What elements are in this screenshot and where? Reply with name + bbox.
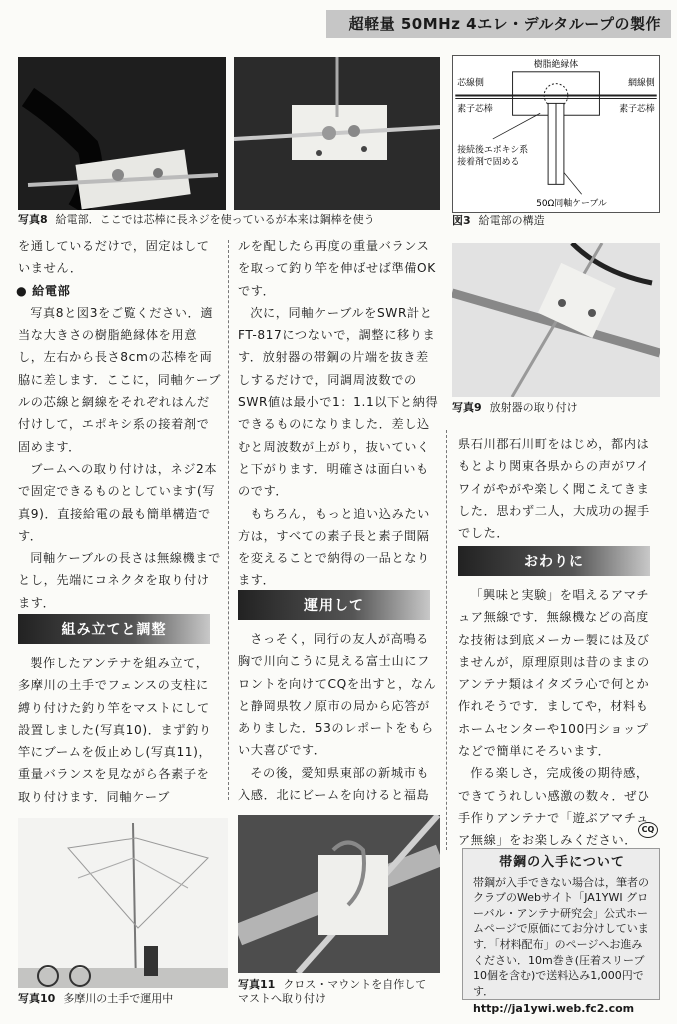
photo9 (452, 243, 660, 397)
col2-p2: 次に，同軸ケーブルをSWR計とFT-817につないで，調整に移ります．放射器の帯鋼の片端を抜き差しするだけで，同調周波数でのSWR値は最小で1：1.1以下と納得できるものになりました．差し込むと周波数が上がり，抜いていくと下がります．明確さは面白いものです． (238, 305, 439, 499)
col3-p2: 「興味と実験」を唱えるアマチュア無線です．無線機などの高度な技術は到底メーカー製には及びませんが，原理原則は昔のままのアンテナ類はイタズラ心で何とか作れそうです．ましてや，材料もホームセンターや100円ショップなどで簡単にそろいます． (458, 588, 650, 759)
col3-p1: 県石川郡石川町をはじめ，都内はもとより関東各県からの声がワイワイがやがや楽しく聞こえてきました．思わず二人，大成功の握手でした． (458, 437, 650, 541)
col2-p4: さっそく，同行の友人が高鳴る胸で川向こうに見える富士山にフロントを向けてCQを出すと，なんと静岡県牧ノ原市の局から応答がありました．53のレポートをもらい大喜びです． (238, 632, 437, 758)
fig3-note-1: 接続後エポキシ系 (457, 145, 529, 156)
section-operation-title: 運用して (304, 598, 364, 614)
photo8-caption (18, 213, 375, 227)
col1-p4: 同軸ケーブルの長さは無線機までとし，先端にコネクタを取り付けます． (18, 551, 221, 610)
photo9-caption-text: 放射器の取り付け (489, 401, 578, 414)
photo9-caption (452, 401, 578, 415)
photo11-label: 写真11 (238, 978, 276, 991)
photo11-caption (238, 978, 426, 992)
info-box-title: 帯鋼の入手について (499, 855, 625, 870)
col3-p3: 作る楽しさ，完成後の期待感，できてうれしい感激の数々．ぜひ手作りアンテナで「遊ぶアマチュア無線」をお楽しみください． (458, 766, 650, 848)
fig3-element-right: 素子芯棒 (619, 104, 655, 115)
col1-p3: ブームへの取り付けは，ネジ2本で固定できるものとしています(写真9)．直接給電の最も簡単構造です． (18, 461, 218, 543)
col1-p2: 写真8と図3をご覧ください．適当な大きさの樹脂絶縁体を用意し，左右から長さ8cmの芯棒を両脇に差します．ここに，同軸ケーブルの芯線と網線をそれぞれはんだ付けして，エポキシ系の接着剤で固めます． (18, 305, 222, 454)
fig3-left-side: 芯線側 (457, 78, 484, 89)
photo9-label: 写真9 (452, 401, 482, 414)
column-3 (458, 433, 661, 544)
section-operation (238, 590, 430, 620)
column-1-lower (18, 652, 221, 808)
fig3-coax: 50Ω同軸ケーブル (536, 199, 607, 210)
photo8-caption-text: 給電部．ここでは芯棒に長ネジを使っているが本来は鋼棒を使う (55, 213, 375, 226)
fig3-label: 図3 (452, 214, 471, 227)
info-box-url: http://ja1ywi.web.fc2.com (473, 1002, 635, 1016)
fig3-note-2: 接着剤で固める (457, 157, 520, 168)
section-assembly (18, 614, 210, 644)
photo11-caption-2 (238, 992, 326, 1006)
photo10-caption (18, 992, 173, 1006)
fig3-diagram (452, 55, 660, 213)
column-1 (18, 235, 221, 614)
photo11-caption-line2: マストへ取り付け (238, 992, 326, 1005)
column-divider-2 (446, 430, 447, 850)
section-end-title: おわりに (524, 554, 584, 570)
col2-p5: その後，愛知県東部の新城市も入感．北にビームを向けると福島 (238, 765, 430, 803)
photo8-left (18, 57, 226, 210)
col2-p3: もちろん，もっと追い込みたい方は，すべての素子長と素子間隔を変えることで納得の一品となります． (238, 506, 430, 588)
col1-p5: 製作したアンテナを組み立て，多摩川の土手でフェンスの支柱に縛り付けた釣り竿をマストにして設置しました(写真10)．まず釣り竿にブームを仮止めし(写真11)，重量バランスを見ながら各素子を取り付けます．同軸ケーブ (18, 656, 212, 804)
column-2-lower (238, 628, 441, 806)
section-assembly-title: 組み立てと調整 (61, 622, 167, 638)
photo10 (18, 818, 228, 988)
fig3-caption (452, 214, 545, 228)
running-header-title: 超軽量 50MHz 4エレ・デルタループの製作 (348, 15, 661, 33)
column-divider-1 (228, 240, 229, 800)
running-header (326, 10, 671, 38)
photo11 (238, 815, 440, 973)
col1-subheading: ● 給電部 (16, 283, 71, 298)
fig3-title: 樹脂絶縁体 (533, 59, 579, 70)
photo10-label: 写真10 (18, 992, 56, 1005)
photo8-right (234, 57, 440, 210)
fig3-right-side: 網線側 (628, 78, 655, 89)
fig3-element-left: 素子芯棒 (457, 104, 493, 115)
col2-p1: ルを配したら再度の重量バランスを取って釣り竿を伸ばせば準備OKです． (238, 239, 436, 298)
info-box-body: 帯鋼が入手できない場合は，筆者のクラブのWebサイト「JA1YWI グローバル・アンテナ研究会」公式ホームページで原価にてお分けしています．「材料配布」のページへお進みください．10m巻き(圧着スリーブ10個を含む)で送料込み1,000円です． (473, 875, 649, 998)
fig3-caption-text: 給電部の構造 (478, 214, 545, 227)
column-3-lower (458, 584, 661, 852)
photo8-label: 写真8 (18, 213, 48, 226)
photo11-caption-line1: クロス・マウントを自作して (283, 978, 427, 991)
column-2 (238, 235, 441, 592)
info-box (462, 848, 660, 1016)
col1-p1: を通しているだけで，固定はしていません． (18, 239, 210, 276)
photo10-caption-text: 多摩川の土手で運用中 (63, 992, 174, 1005)
cq-mark: CQ (638, 822, 658, 838)
section-end (458, 546, 650, 576)
